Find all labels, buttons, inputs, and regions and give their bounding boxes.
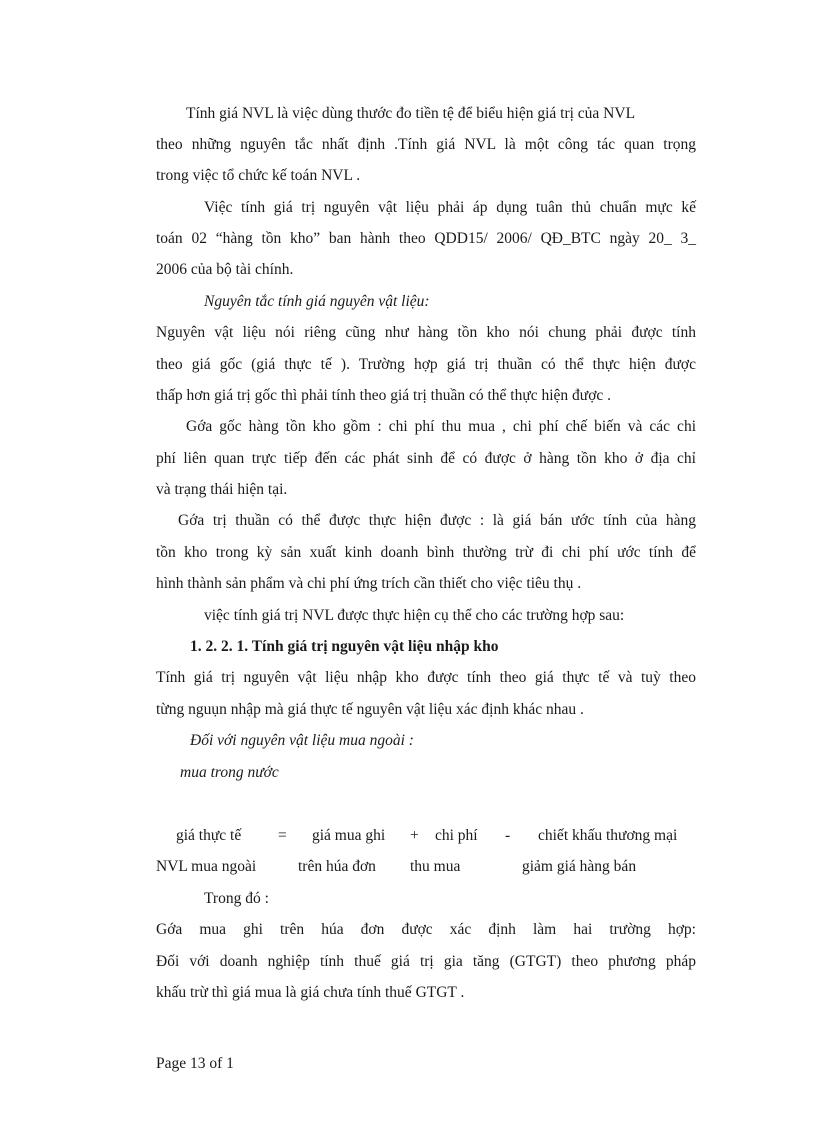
principle-heading: Nguyên tắc tính giá nguyên vật liệu:	[204, 293, 430, 310]
paragraph-line: việc tính giá trị NVL được thực hiện cụ thể cho các trường hợp sau:	[204, 607, 625, 624]
paragraph-line: Việc tính giá trị nguyên vật liệu phải áp dụng tuân thủ chuẩn mực kế	[204, 199, 696, 216]
paragraph-line: hình thành sản phẩm và chi phí ứng trích cần thiết cho việc tiêu thụ .	[156, 575, 582, 592]
page-footer: Page 13 of 1	[156, 1055, 234, 1072]
paragraph-line: Trong đó :	[204, 890, 269, 907]
paragraph-line: Tính giá trị nguyên vật liệu nhập kho được tính theo giá thực tế và tuỳ theo	[156, 669, 696, 686]
formula-term: thu mua	[410, 858, 461, 875]
paragraph-line: Gớa trị thuần có thể được thực hiện được : là giá bán ước tính của hàng	[178, 512, 696, 529]
section-heading: 1. 2. 2. 1. Tính giá trị nguyên vật liệu nhập kho	[190, 638, 499, 655]
formula-term: giảm giá hàng bán	[522, 858, 637, 875]
formula-term: trên húa đơn	[298, 858, 376, 875]
formula-term: chi phí	[435, 827, 478, 844]
paragraph-line: tồn kho trong kỳ sản xuất kinh doanh bình thường trừ đi chi phí ước tính để	[156, 544, 696, 561]
sub-heading: Đối với nguyên vật liệu mua ngoài :	[190, 732, 414, 749]
paragraph-line: và trạng thái hiện tại.	[156, 481, 288, 498]
paragraph-line: Gớa mua ghi trên húa đơn được xác định làm hai trường hợp:	[156, 921, 696, 938]
paragraph-line: khấu trừ thì giá mua là giá chưa tính thuế GTGT .	[156, 984, 465, 1001]
paragraph-line: Tính giá NVL là việc dùng thước đo tiền tệ để biểu hiện giá trị của NVL	[186, 105, 636, 122]
paragraph-line: theo những nguyên tắc nhất định .Tính giá NVL là một công tác quan trọng	[156, 136, 696, 153]
formula-term: giá thực tế	[176, 827, 242, 844]
paragraph-line: toán 02 “hàng tồn kho” ban hành theo QDD15/ 2006/ QĐ_BTC ngày 20_ 3_	[156, 230, 696, 247]
paragraph-line: từng nguụn nhập mà giá thực tế nguyên vật liệu xác định khác nhau .	[156, 701, 584, 718]
paragraph-line: phí liên quan trực tiếp đến các phát sinh để có được ở hàng tồn kho ở địa chỉ	[156, 450, 696, 467]
formula-operator: =	[278, 827, 287, 844]
formula-operator: -	[505, 827, 511, 844]
paragraph-line: Nguyên vật liệu nói riêng cũng như hàng tồn kho nói chung phải được tính	[156, 324, 696, 341]
paragraph-line: thấp hơn giá trị gốc thì phải tính theo giá trị thuần có thể thực hiện được .	[156, 387, 612, 404]
paragraph-line: Gớa gốc hàng tồn kho gồm : chi phí thu mua , chi phí chế biến và các chi	[186, 418, 696, 435]
paragraph-line: Đối với doanh nghiệp tính thuế giá trị gia tăng (GTGT) theo phương pháp	[156, 953, 696, 970]
formula-term: giá mua ghi	[312, 827, 386, 844]
paragraph-line: trong việc tổ chức kế toán NVL .	[156, 167, 361, 184]
paragraph-line: 2006 của bộ tài chính.	[156, 261, 294, 278]
formula-operator: +	[410, 827, 419, 844]
paragraph-line: theo giá gốc (giá thực tế ). Trường hợp giá trị thuần có thể thực hiện được	[156, 356, 696, 373]
sub-heading: mua trong nước	[180, 764, 279, 781]
formula-term: chiết khấu thương mại	[538, 827, 678, 844]
formula-term: NVL mua ngoài	[156, 858, 257, 875]
